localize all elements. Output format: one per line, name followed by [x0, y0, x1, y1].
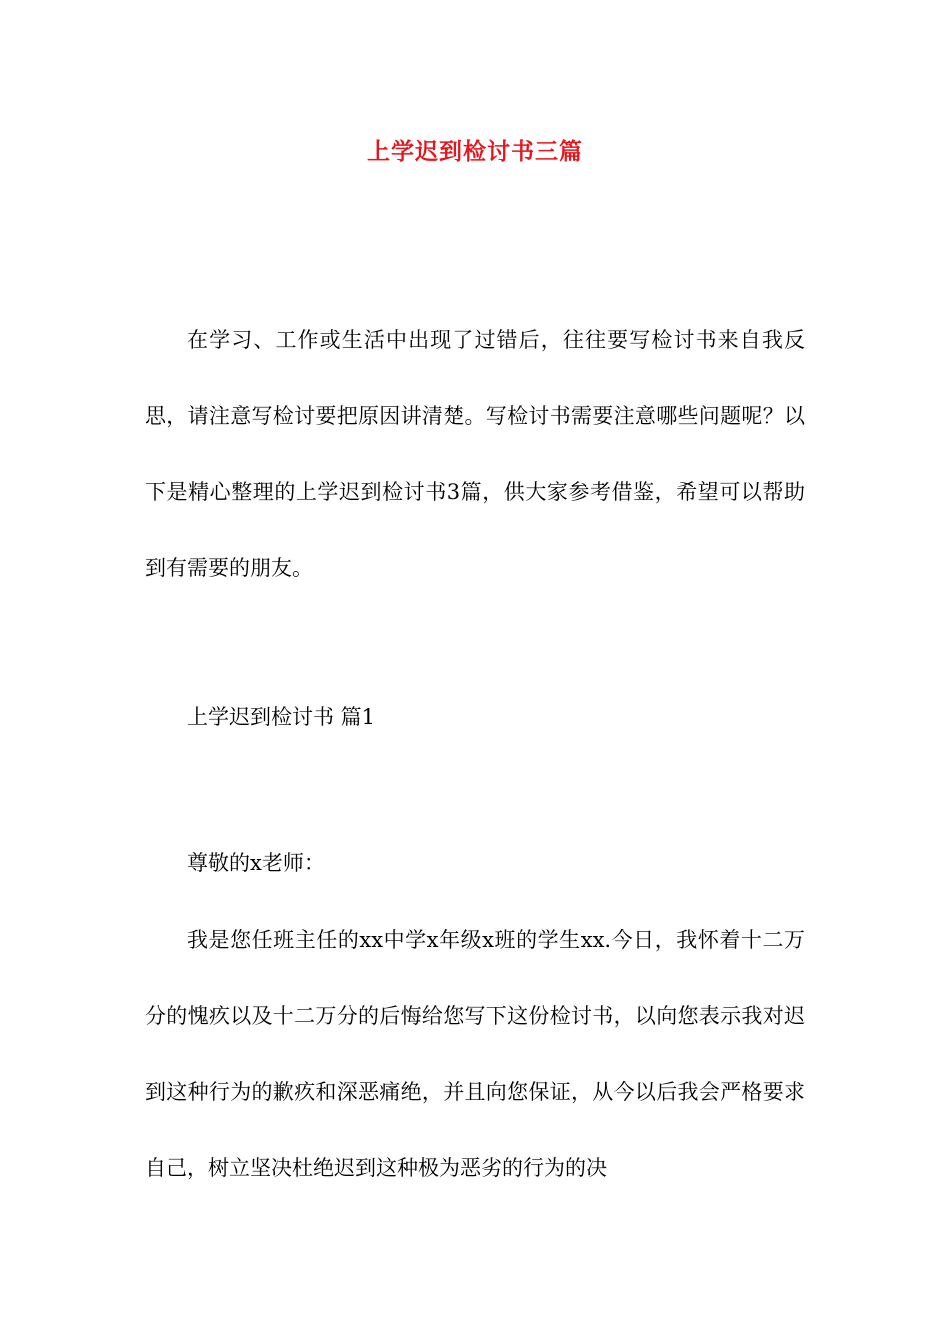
- salutation: 尊敬的x老师：: [187, 851, 325, 875]
- intro-paragraph: 在学习、工作或生活中出现了过错后，往往要写检讨书来自我反思，请注意写检讨要把原因讲清楚。写检讨书需要注意哪些问题呢？以下是精心整理的上学迟到检讨书3篇，供大家参考借鉴，希望可以帮助到有需要的朋友。: [145, 328, 805, 580]
- section-heading: 上学迟到检讨书 篇1: [187, 705, 376, 729]
- body-paragraph: 我是您任班主任的xx中学x年级x班的学生xx.今日，我怀着十二万分的愧疚以及十二万分的后悔给您写下这份检讨书，以向您表示我对迟到这种行为的歉疚和深恶痛绝，并且向您保证，从今以后我会严格要求自己，树立坚决杜绝迟到这种极为恶劣的行为的决: [145, 928, 805, 1180]
- document-title: 上学迟到检讨书三篇: [367, 138, 583, 165]
